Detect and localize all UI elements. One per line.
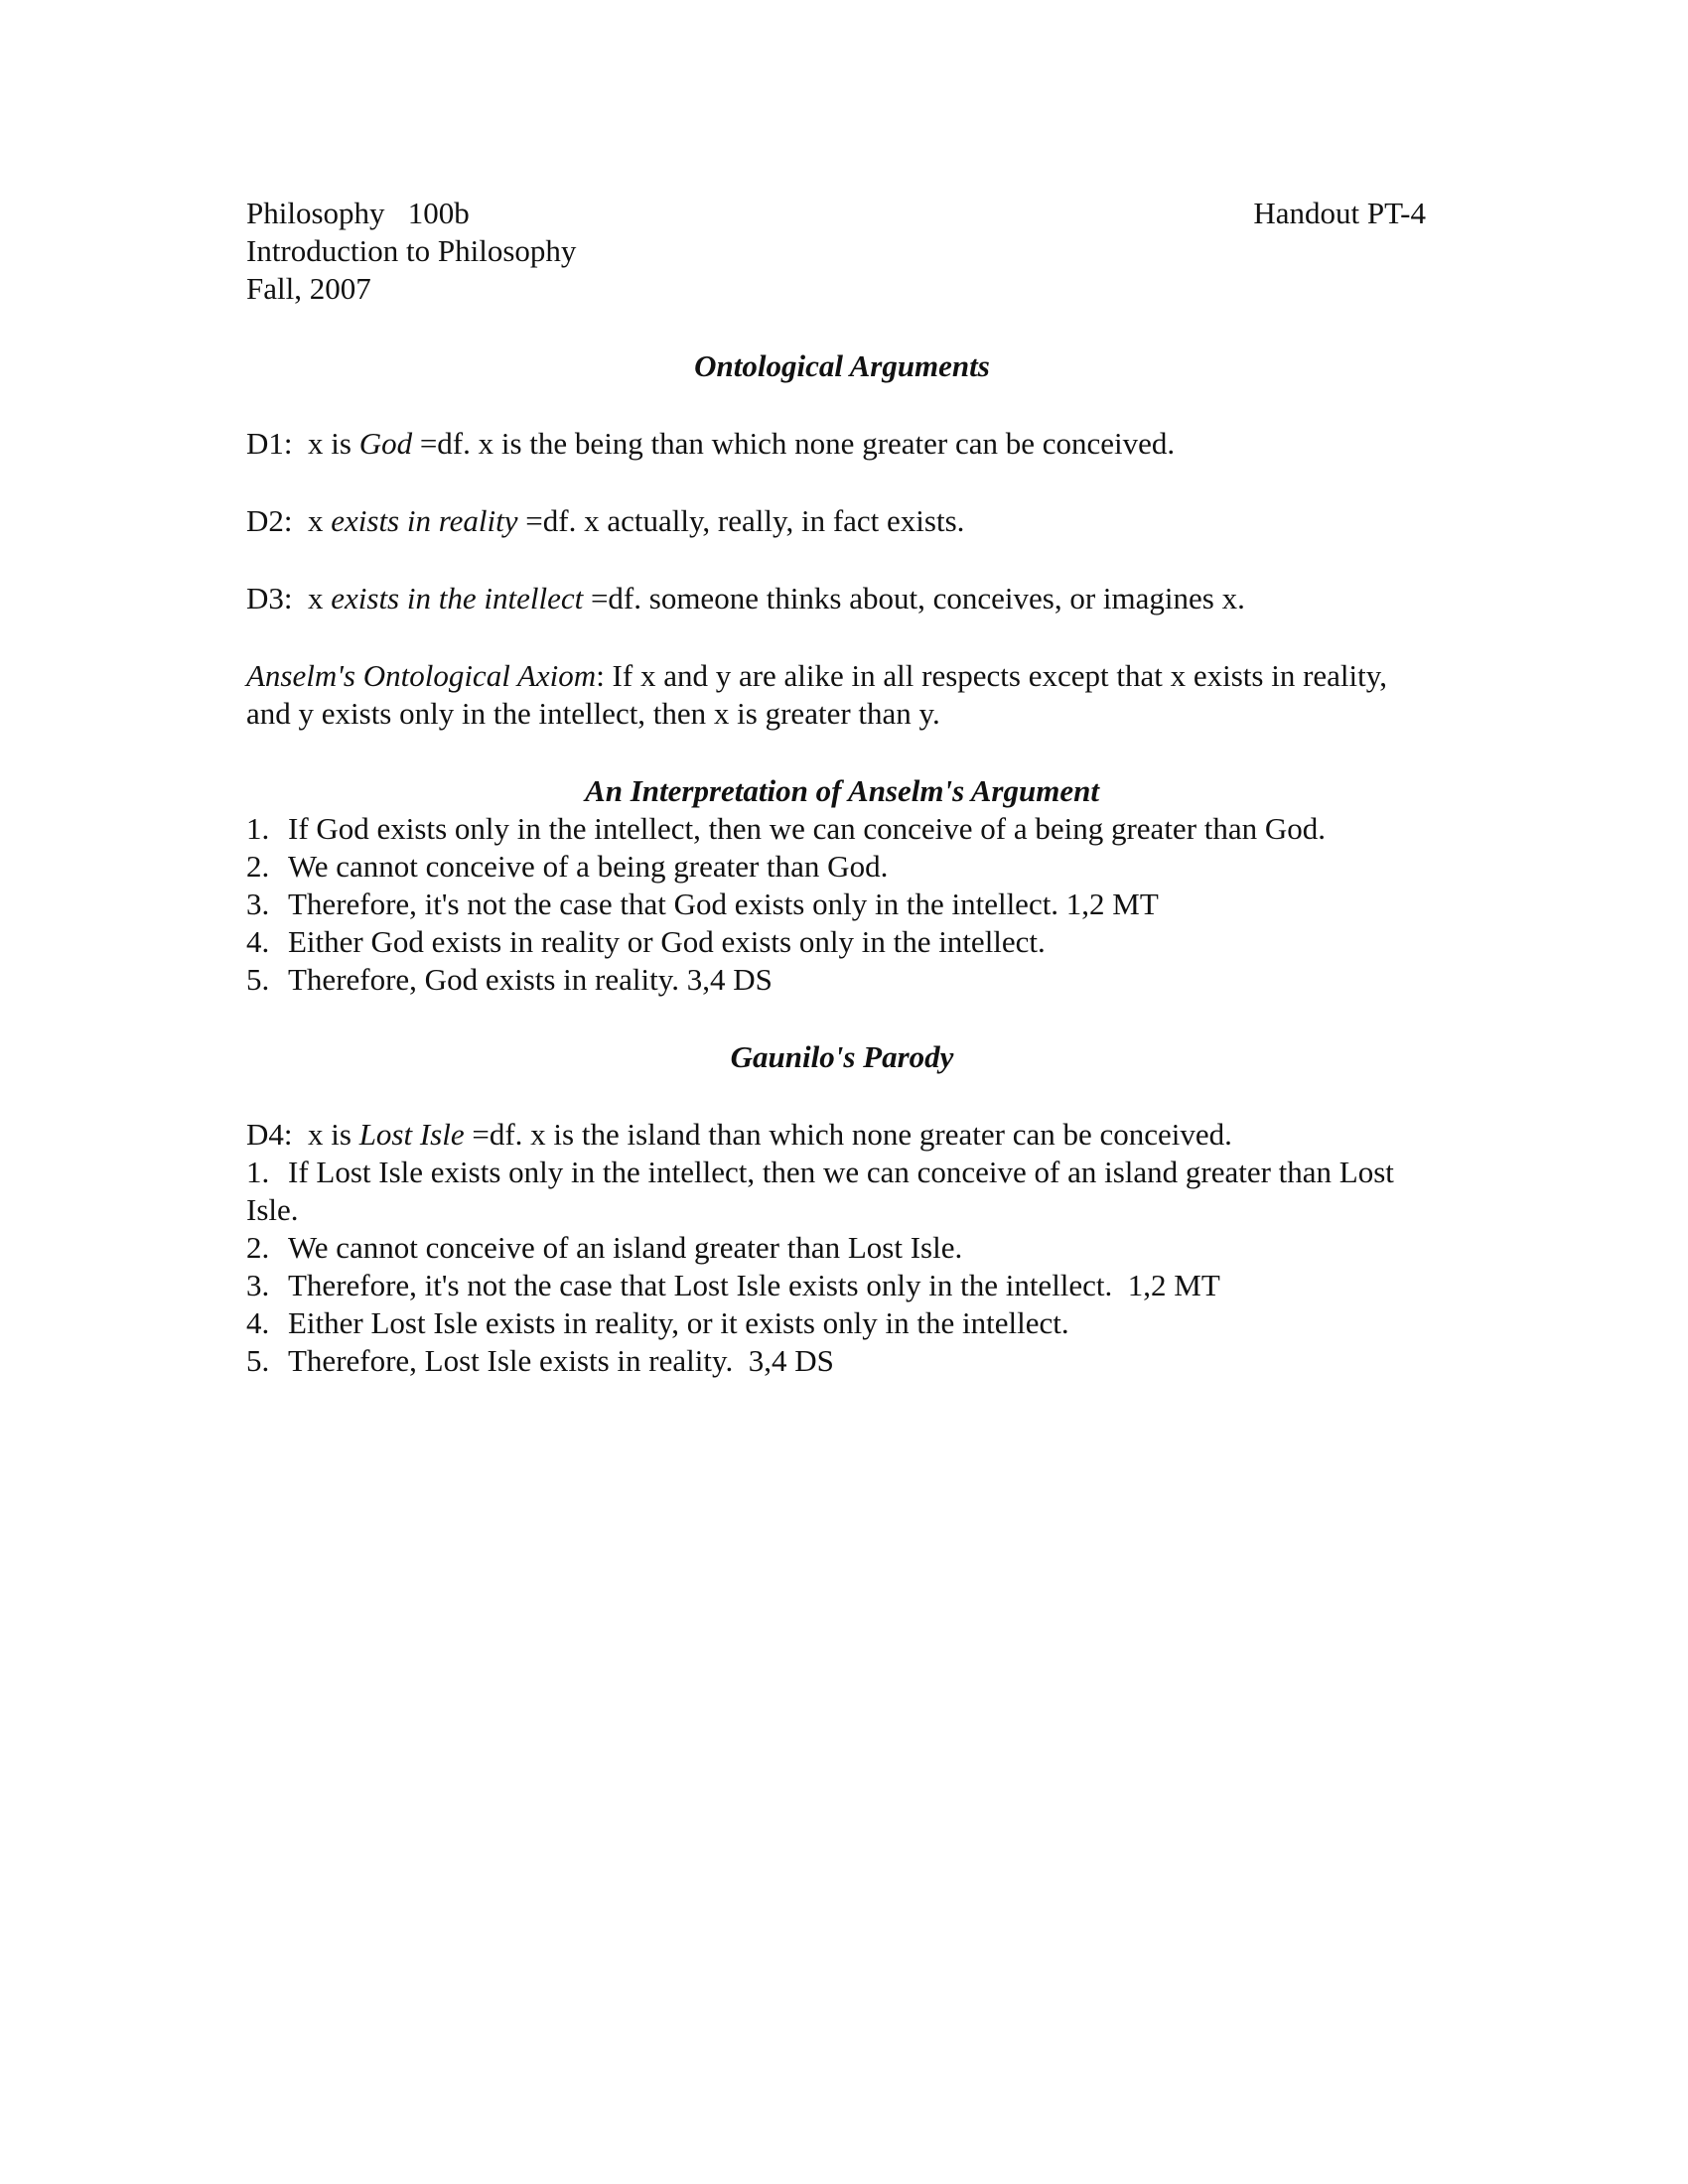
d4-text: =df. x is the island than which none greater can be conceived. [464,1117,1232,1152]
item-number: 1. [246,811,270,846]
course-term: Fall, 2007 [246,271,371,306]
d1-term: God [358,426,413,461]
item-number: 2. [246,1230,270,1265]
list-item [246,923,1438,961]
d1-text: =df. x is the being than which none greater can be conceived. [412,426,1176,461]
definition-d1 [246,425,1438,463]
course-number: Philosophy 100b [246,196,470,230]
d2-label: D2: x [246,503,332,538]
heading-anselm-interpretation: An Interpretation of Anselm's Argument [585,773,1099,808]
item-text: We cannot conceive of a being greater than God. [288,849,889,884]
item-text: Therefore, Lost Isle exists in reality. 3,4 DS [288,1343,834,1378]
d4-label: D4: x is [246,1117,359,1152]
item-text: Either Lost Isle exists in reality, or it exists only in the intellect. [288,1305,1069,1340]
list-item [246,961,1438,999]
item-text: If God exists only in the intellect, then we can conceive of a being greater than God. [288,811,1327,846]
item-number: 4. [246,924,270,959]
item-number: 3. [246,1268,270,1302]
item-text: We cannot conceive of an island greater than Lost Isle. [288,1230,963,1265]
d1-label: D1: x is [246,426,359,461]
list-item [246,1304,1418,1342]
item-text: Therefore, it's not the case that Lost Isle exists only in the intellect. 1,2 MT [288,1268,1220,1302]
item-text: Therefore, God exists in reality. 3,4 DS [288,962,773,997]
list-item [246,1342,1418,1380]
item-number: 2. [246,849,270,884]
axiom-term: Anselm's Ontological Axiom [246,658,597,693]
list-item [246,810,1438,848]
item-number: 1. [246,1155,270,1189]
gaunilo-argument-list [246,1154,1418,1380]
course-title: Introduction to Philosophy [246,233,577,268]
d2-text: =df. x actually, really, in fact exists. [517,503,965,538]
handout-id: Handout PT-4 [1253,196,1426,230]
definition-d2 [246,502,1438,540]
d2-term: exists in reality [331,503,518,538]
heading-gaunilo-parody: Gaunilo's Parody [730,1039,954,1074]
item-text: If Lost Isle exists only in the intellect, then we can conceive of an island greater than Lost Isle. [246,1155,1394,1227]
d4-term: Lost Isle [358,1117,465,1152]
axiom-text: : If x and y are alike in all respects except that x exists in reality, and y exists only in the intellect, then x is greater than y. [246,658,1387,731]
handout-page [246,195,1438,1380]
item-text: Either God exists in reality or God exists only in the intellect. [288,924,1046,959]
list-item [246,1229,1418,1267]
d3-term: exists in the intellect [331,581,584,615]
list-item [246,848,1438,886]
document-header [246,195,1438,310]
anselm-axiom [246,657,1398,733]
list-item [246,886,1438,923]
item-number: 3. [246,887,270,921]
list-item [246,1154,1418,1229]
list-item [246,1267,1418,1304]
d3-label: D3: x [246,581,332,615]
anselm-argument-list [246,810,1438,999]
item-number: 5. [246,1343,270,1378]
definition-d3 [246,580,1438,617]
item-number: 4. [246,1305,270,1340]
item-number: 5. [246,962,270,997]
item-text: Therefore, it's not the case that God exists only in the intellect. 1,2 MT [288,887,1159,921]
heading-ontological-arguments: Ontological Arguments [694,348,990,383]
d3-text: =df. someone thinks about, conceives, or imagines x. [583,581,1245,615]
definition-d4 [246,1116,1438,1154]
